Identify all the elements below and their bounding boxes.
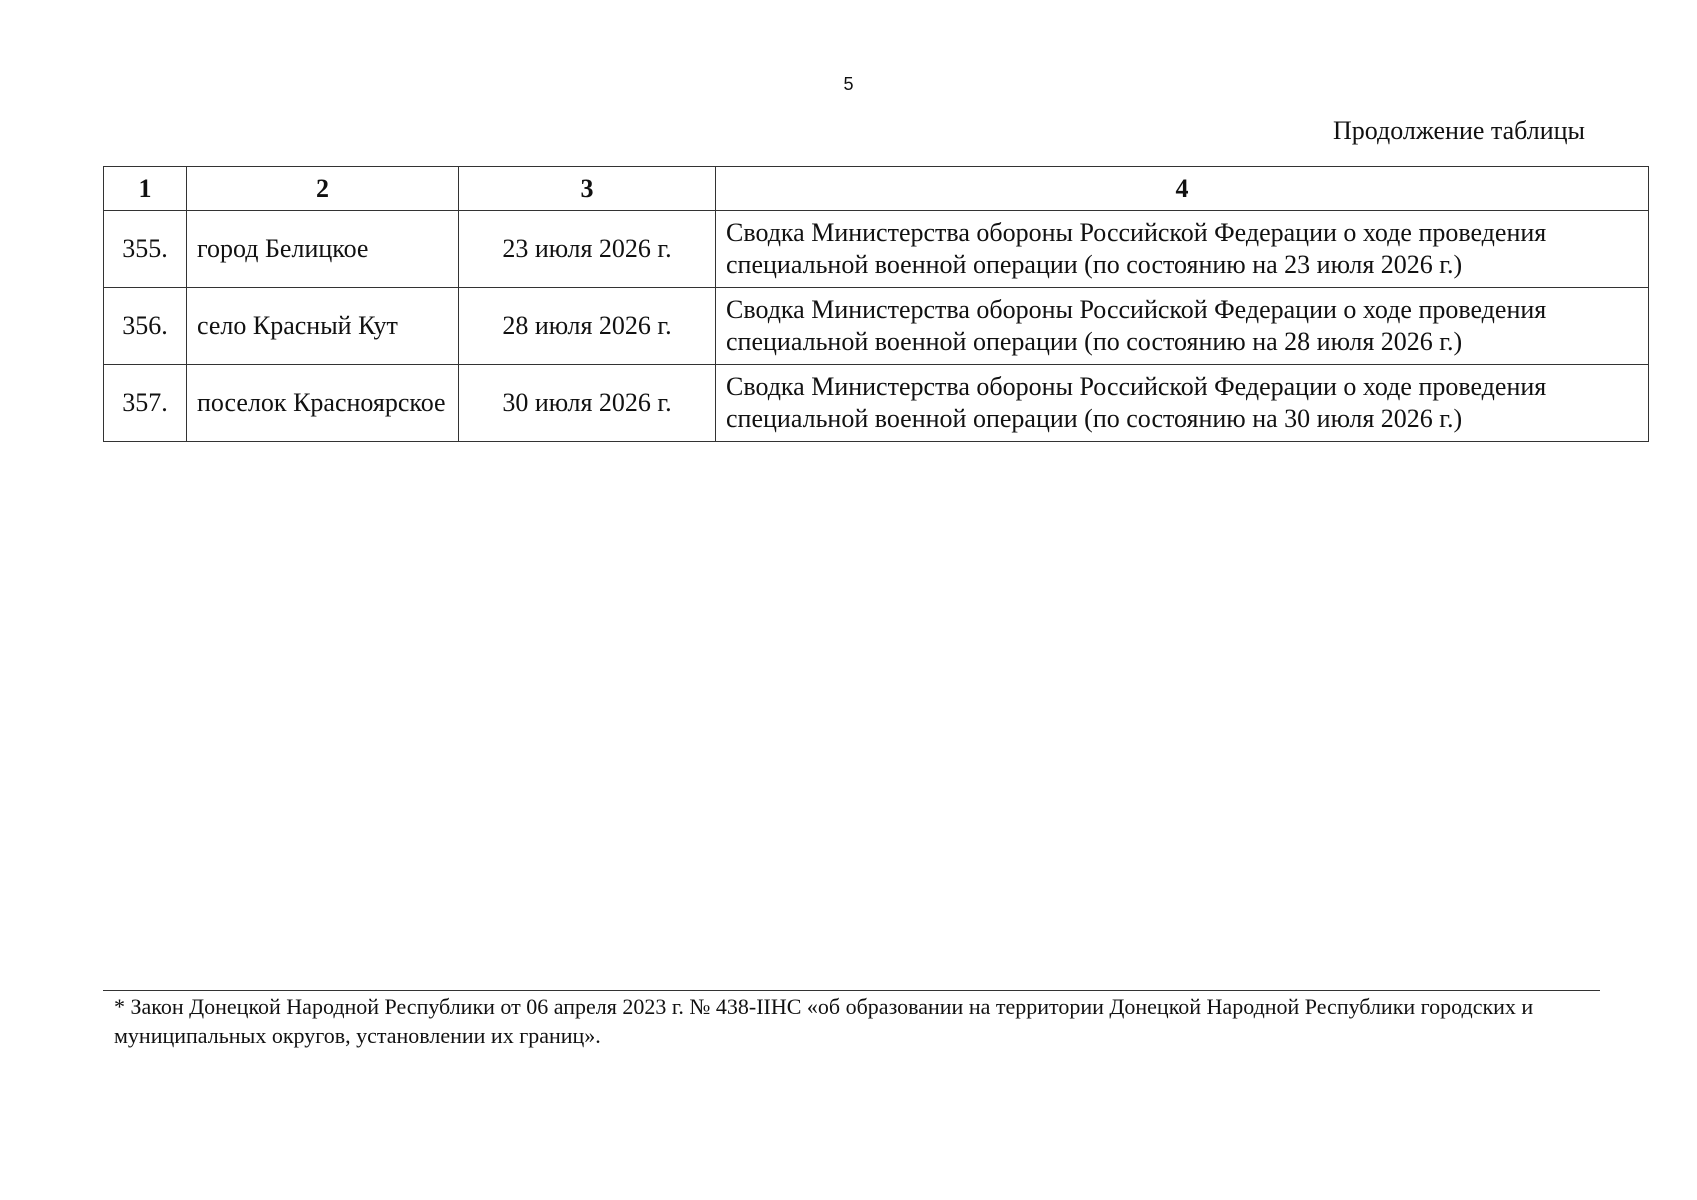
footnote-text: * Закон Донецкой Народной Республики от 06 апреля 2023 г. № 438-IIНС «об образовании на территории Донецкой Народной Республики городских и муниципальных округов, установлении их границ».	[114, 994, 1534, 1048]
date-cell: 30 июля 2026 г.	[459, 365, 716, 442]
source-cell: Сводка Министерства обороны Российской Федерации о ходе проведения специальной военной операции (по состоянию на 30 июля 2026 г.)	[716, 365, 1649, 442]
row-number-cell: 357.	[104, 365, 187, 442]
settlement-name-cell: город Белицкое	[187, 211, 459, 288]
date-cell: 28 июля 2026 г.	[459, 288, 716, 365]
settlements-table	[103, 166, 1649, 442]
settlement-name-cell: село Красный Кут	[187, 288, 459, 365]
date-cell: 23 июля 2026 г.	[459, 211, 716, 288]
row-number-cell: 356.	[104, 288, 187, 365]
column-header-4: 4	[716, 167, 1649, 211]
column-header-3: 3	[459, 167, 716, 211]
column-header-2: 2	[187, 167, 459, 211]
column-header-1: 1	[104, 167, 187, 211]
table-continuation-label: Продолжение таблицы	[1333, 116, 1585, 145]
table-row	[104, 365, 1649, 442]
table-row	[104, 288, 1649, 365]
table-row	[104, 211, 1649, 288]
settlement-name-cell: поселок Красноярское	[187, 365, 459, 442]
row-number-cell: 355.	[104, 211, 187, 288]
source-cell: Сводка Министерства обороны Российской Федерации о ходе проведения специальной военной операции (по состоянию на 28 июля 2026 г.)	[716, 288, 1649, 365]
table-header-row	[104, 167, 1649, 211]
source-cell: Сводка Министерства обороны Российской Федерации о ходе проведения специальной военной операции (по состоянию на 23 июля 2026 г.)	[716, 211, 1649, 288]
page-number: 5	[843, 74, 854, 94]
footnote-divider	[103, 990, 1600, 991]
